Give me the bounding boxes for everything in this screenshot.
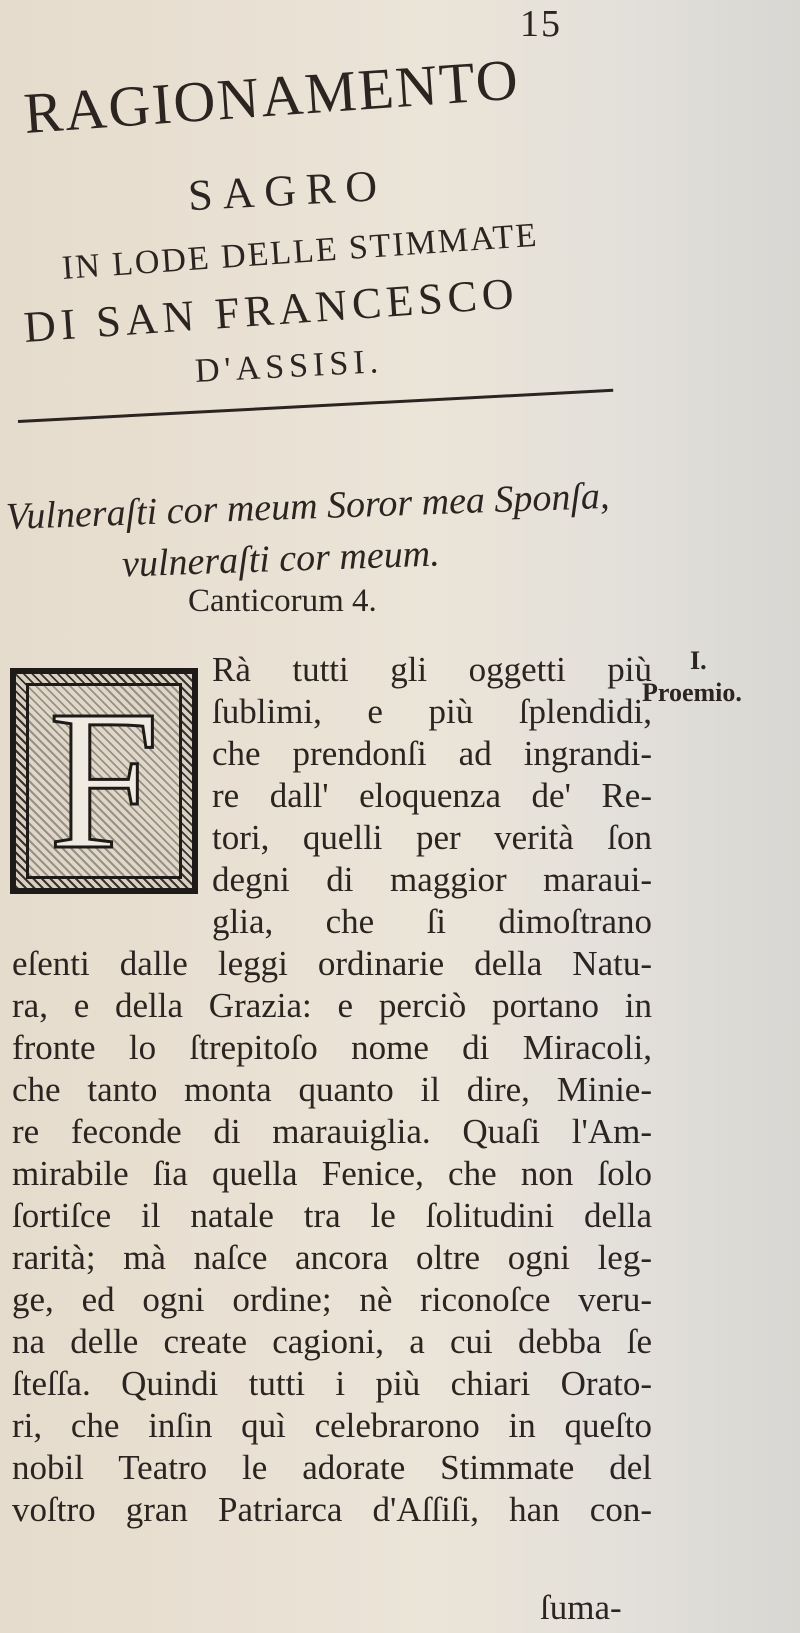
heading-line-3: IN LODE DELLE STIMMATE bbox=[60, 216, 540, 287]
heading-line-5: D'ASSISI. bbox=[194, 343, 384, 390]
body-line: ſteſſa. Quindi tutti i più chiari Orato- bbox=[12, 1364, 652, 1403]
body-line: ri, che inſin quì celebrarono in queſto bbox=[12, 1406, 652, 1445]
body-line: ſortiſce il natale tra le ſolitudini della bbox=[12, 1196, 652, 1235]
body-line: ra, e della Grazia: e perciò portano in bbox=[12, 986, 652, 1025]
margin-note-label: Proemio. bbox=[642, 678, 742, 707]
body-line: re dall' eloquenza de' Re- bbox=[212, 776, 652, 815]
ornamental-drop-cap bbox=[10, 668, 198, 894]
body-line: che prendonſi ad ingrandi- bbox=[212, 734, 652, 773]
body-line: nobil Teatro le adorate Stimmate del bbox=[12, 1448, 652, 1487]
body-line: fronte lo ſtrepitoſo nome di Miracoli, bbox=[12, 1028, 652, 1067]
body-line: che tanto monta quanto il dire, Minie- bbox=[12, 1070, 652, 1109]
body-line: ſublimi, e più ſplendidi, bbox=[212, 692, 652, 731]
margin-note-number: I. bbox=[690, 646, 707, 675]
heading-line-1: RAGIONAMENTO bbox=[21, 46, 522, 146]
drop-cap-letter: F bbox=[48, 670, 160, 891]
page-number: 15 bbox=[520, 3, 562, 45]
epigraph-line-1: Vulneraſti cor meum Soror mea Sponſa, bbox=[5, 474, 611, 538]
body-line: mirabile ſia quella Fenice, che non ſolo bbox=[12, 1154, 652, 1193]
body-line: eſenti dalle leggi ordinarie della Natu- bbox=[12, 944, 652, 983]
body-line: Rà tutti gli oggetti più bbox=[212, 650, 652, 689]
divider-rule bbox=[18, 389, 613, 423]
body-line: ge, ed ogni ordine; nè riconoſce veru- bbox=[12, 1280, 652, 1319]
body-line: na delle create cagioni, a cui debba ſe bbox=[12, 1322, 652, 1361]
heading-line-4: DI SAN FRANCESCO bbox=[22, 268, 521, 352]
body-line: tori, quelli per verità ſon bbox=[212, 818, 652, 857]
heading-line-2: SAGRO bbox=[186, 160, 389, 221]
body-line: re feconde di marauiglia. Quaſi l'Am- bbox=[12, 1112, 652, 1151]
body-line: voſtro gran Patriarca d'Aſſiſi, han con- bbox=[12, 1490, 652, 1529]
body-line: degni di maggior marauі- bbox=[212, 860, 652, 899]
epigraph-source: Canticorum 4. bbox=[188, 583, 377, 619]
epigraph-line-2: vulneraſti cor meum. bbox=[121, 532, 441, 586]
body-line: rarità; mà naſce ancora oltre ogni leg- bbox=[12, 1238, 652, 1277]
catchword: ſuma- bbox=[540, 1588, 622, 1627]
body-line: glia, che ſi dimoſtrano bbox=[212, 902, 652, 941]
